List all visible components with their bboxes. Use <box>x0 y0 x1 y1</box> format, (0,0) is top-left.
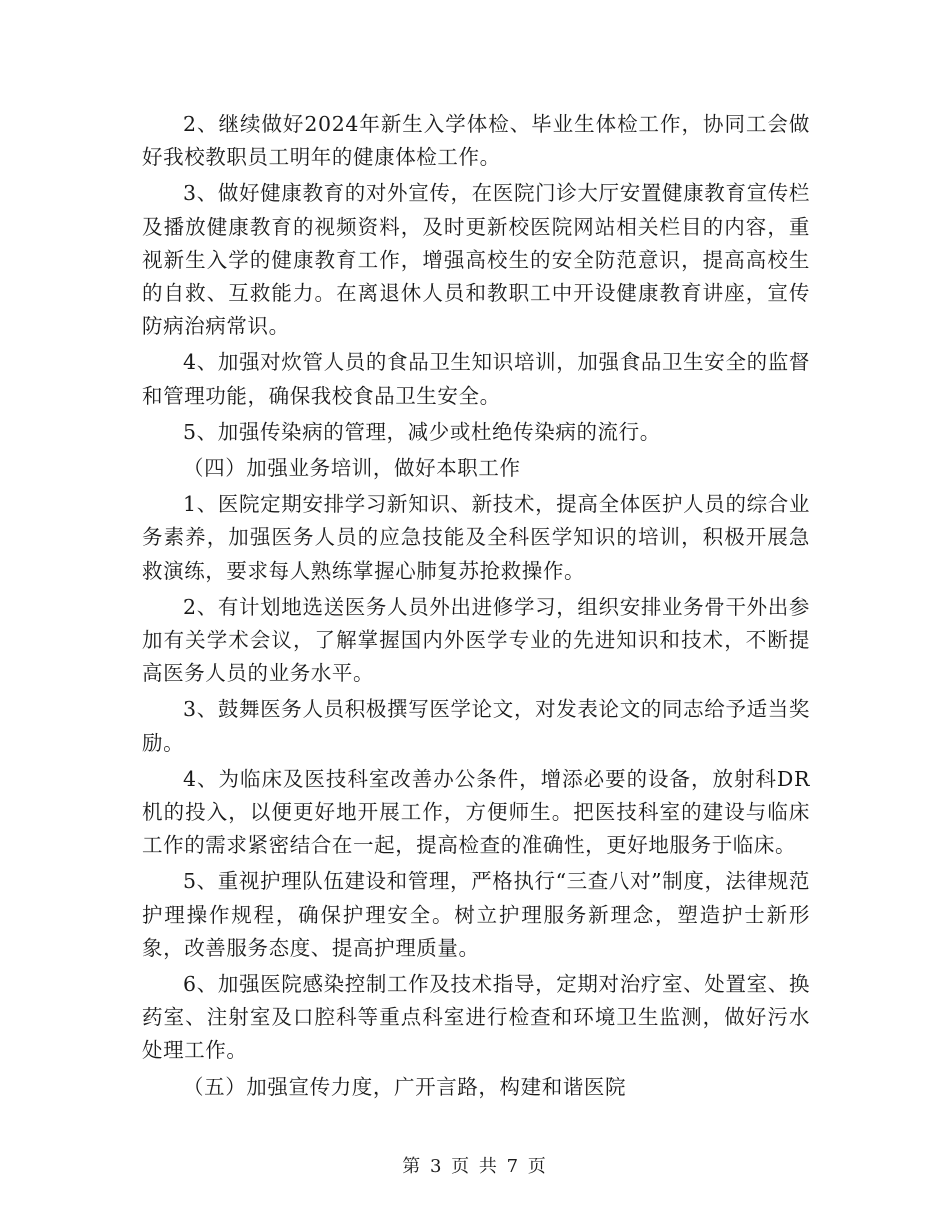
paragraph-training-3: 3、鼓舞医务人员积极撰写医学论文，对发表论文的同志给予适当奖励。 <box>142 697 810 755</box>
paragraph-item-5-infectious-disease: 5、加强传染病的管理，减少或杜绝传染病的流行。 <box>183 419 661 444</box>
section-heading-5: （五）加强宣传力度，广开言路，构建和谐医院 <box>183 1074 627 1099</box>
paragraph-training-5: 5、重视护理队伍建设和管理，严格执行“三查八对”制度，法律规范护理操作规程，确保护理安全。树立护理服务新理念，塑造护士新形象，改善服务态度、提高护理质量。 <box>142 869 810 960</box>
paragraph-item-4-food-safety: 4、加强对炊管人员的食品卫生知识培训，加强食品卫生安全的监督和管理功能，确保我校食品卫生安全。 <box>142 350 810 408</box>
paragraph-item-3-health-education: 3、做好健康教育的对外宣传，在医院门诊大厅安置健康教育宣传栏及播放健康教育的视频资料，及时更新校医院网站相关栏目的内容，重视新生入学的健康教育工作，增强高校生的安全防范意识，提高高校生的自救、互救能力。在离退休人员和教职工中开设健康教育讲座，宣传防病治病常识。 <box>142 181 810 339</box>
paragraph-item-2-checkup: 2、继续做好2024年新生入学体检、毕业生体检工作，协同工会做好我校教职员工明年的健康体检工作。 <box>142 112 810 170</box>
paragraph-training-2: 2、有计划地选送医务人员外出进修学习，组织安排业务骨干外出参加有关学术会议，了解掌握国内外医学专业的先进知识和技术，不断提高医务人员的业务水平。 <box>142 594 810 686</box>
paragraph-training-4: 4、为临床及医技科室改善办公条件，增添必要的设备，放射科DR机的投入，以便更好地开展工作，方便师生。把医技科室的建设与临床工作的需求紧密结合在一起，提高检查的准确性，更好地服务于临床。 <box>142 766 810 858</box>
paragraph-training-1: 1、医院定期安排学习新知识、新技术，提高全体医护人员的综合业务素养，加强医务人员的应急技能及全科医学知识的培训，积极开展急救演练，要求每人熟练掌握心肺复苏抢救操作。 <box>142 492 810 583</box>
paragraph-training-6: 6、加强医院感染控制工作及技术指导，定期对治疗室、处置室、换药室、注射室及口腔科等重点科室进行检查和环境卫生监测，做好污水处理工作。 <box>142 972 810 1063</box>
document-body <box>142 108 810 1107</box>
section-heading-4: （四）加强业务培训，做好本职工作 <box>183 456 521 481</box>
page-number-footer: 第 3 页 共 7 页 <box>402 1156 548 1177</box>
